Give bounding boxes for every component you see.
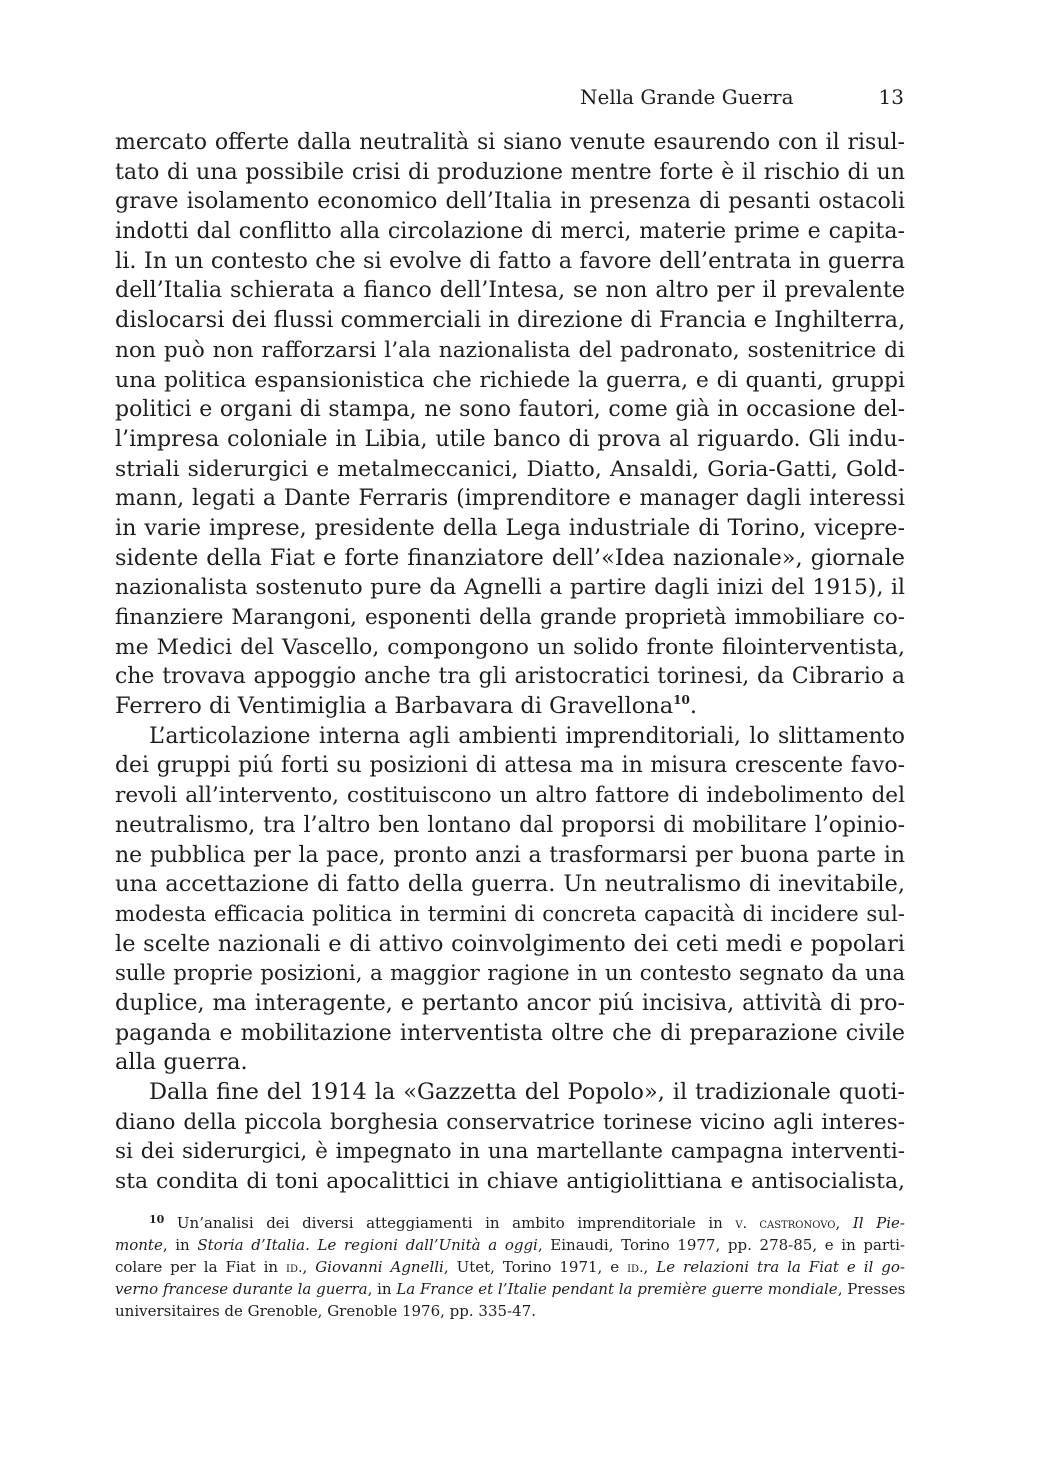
text-line: indotti dal conflitto alla circolazione di merci, materie prime e capita-	[115, 218, 905, 245]
text-line: striali siderurgici e metalmeccanici, Diatto, Ansaldi, Goria-Gatti, Gold-	[115, 456, 905, 482]
text-line: nazionalista sostenuto pure da Agnelli a partire dagli inizi del 1915), il	[115, 575, 905, 601]
text-line: mercato offerte dalla neutralità si siano venute esaurendo con il risul-	[115, 130, 905, 155]
text-line: sidente della Fiat e forte finanziatore dell’«Idea nazionale», giornale	[115, 544, 905, 571]
text-line: duplice, ma interagente, e pertanto ancor piú incisiva, attività di pro-	[115, 989, 905, 1016]
text-line: non può non rafforzarsi l’ala nazionalista del padronato, sostenitrice di	[115, 337, 905, 363]
text-line: si dei siderurgici, è impegnato in una martellante campagna interventi-	[115, 1139, 905, 1165]
footnote-mark: 10	[149, 1213, 165, 1226]
sentence-period: .	[689, 693, 698, 720]
text-line: politici e organi di stampa, ne sono fautori, come già in occasione del-	[115, 397, 905, 423]
text-line: me Medici del Vascello, compongono un solido fronte filointerventista,	[115, 634, 905, 660]
footnote-line: verno francese durante la guerra, in La France et l’Italie pendant la première guerre mondiale, Presses	[115, 1280, 906, 1298]
text-line: dell’Italia schierata a fianco dell’Intesa, se non altro per il prevalente	[115, 277, 905, 304]
text-line-content: Ferrero di Ventimiglia a Barbavara di Gravellona	[115, 693, 674, 720]
text-line: sta condita di toni apocalittici in chiave antigiolittiana e antisocialista,	[115, 1169, 905, 1195]
footnote-line: colare per la Fiat in id., Giovanni Agnelli, Utet, Torino 1971, e id., Le relazioni tra la Fiat e il go-	[115, 1258, 905, 1276]
text-line	[115, 692, 905, 722]
footnote-line: $^{10}$ Un’analisi dei diversi atteggiamenti in ambito imprenditoriale in v. castronovo, Il Pie-	[149, 1213, 905, 1232]
text-line: neutralismo, tra l’altro ben lontano dal proporsi di mobilitare l’opinio-	[115, 812, 905, 838]
text-line: grave isolamento economico dell’Italia in presenza di pesanti ostacoli	[115, 188, 905, 215]
text-line: revoli all’intervento, costituiscono un altro fattore di indebolimento del	[115, 783, 905, 809]
text-line: mann, legati a Dante Ferraris (imprenditore e manager dagli interessi	[115, 486, 905, 512]
text-line: dislocarsi dei flussi commerciali in direzione di Francia e Inghilterra,	[115, 307, 906, 334]
text-line: tato di una possibile crisi di produzione mentre forte è il rischio di un	[115, 158, 905, 185]
footnote-reference[interactable]: 10	[673, 693, 690, 708]
text-line: che trovava appoggio anche tra gli aristocratici torinesi, da Cibrario a	[115, 664, 905, 690]
text-line: L’articolazione interna agli ambienti imprenditoriali, lo slittamento	[149, 722, 905, 749]
text-line: l’impresa coloniale in Libia, utile banco di prova al riguardo. Gli indu-	[115, 426, 905, 452]
text-line: una politica espansionistica che richiede la guerra, e di quanti, gruppi	[115, 367, 905, 393]
text-line: le scelte nazionali e di attivo coinvolgimento dei ceti medi e popolari	[115, 930, 905, 957]
text-line: paganda e mobilitazione interventista oltre che di preparazione civile	[115, 1019, 905, 1046]
main-text	[115, 128, 905, 1197]
text-line: ne pubblica per la pace, pronto anzi a trasformarsi per buona parte in	[115, 842, 905, 868]
text-line: alla guerra.	[115, 1049, 248, 1076]
text-line: dei gruppi piú forti su posizioni di attesa ma in misura crescente favo-	[115, 753, 905, 779]
text-line: in varie imprese, presidente della Lega industriale di Torino, vicepre-	[115, 514, 905, 541]
text-line: li. In un contesto che si evolve di fatto a favore dell’entrata in guerra	[115, 247, 905, 274]
footnote	[115, 1212, 905, 1322]
footnote-line: universitaires de Grenoble, Grenoble 1976, pp. 335-47.	[115, 1302, 536, 1320]
text-line: modesta efficacia politica in termini di concreta capacità di incidere sul-	[115, 901, 905, 927]
page-number: 13	[878, 85, 904, 109]
text-line: una accettazione di fatto della guerra. Un neutralismo di inevitabile,	[115, 871, 905, 898]
footnote-line: monte, in Storia d’Italia. Le regioni dall’Unità a oggi, Einaudi, Torino 1977, pp. 278-85, e in parti-	[115, 1236, 905, 1254]
text-line: diano della piccola borghesia conservatrice torinese vicino agli interes-	[115, 1109, 905, 1135]
text-line: finanziere Marangoni, esponenti della grande proprietà immobiliare co-	[115, 605, 905, 630]
running-title: Nella Grande Guerra	[580, 85, 794, 109]
text-line: sulle proprie posizioni, a maggior ragione in un contesto segnato da una	[115, 961, 905, 987]
text-line: Dalla fine del 1914 la «Gazzetta del Popolo», il tradizionale quoti-	[149, 1079, 905, 1105]
